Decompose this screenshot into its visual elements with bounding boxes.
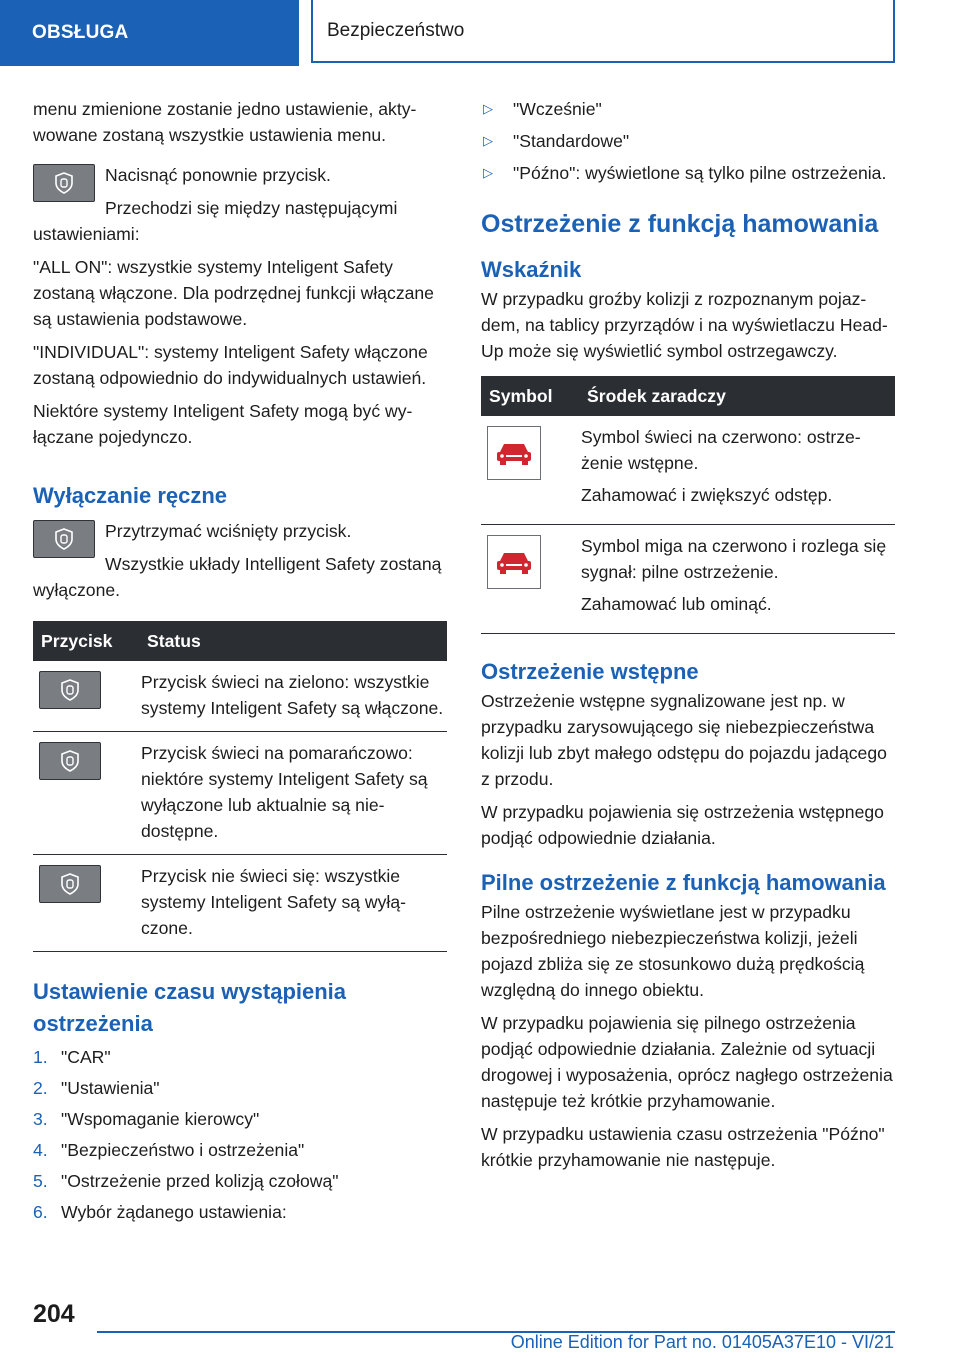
table-header-symbol: Symbol	[481, 376, 579, 416]
switches-text: Przechodzi się między następującymi ustawieniami:	[33, 198, 398, 244]
list-item: 5. "Ostrzeżenie przed kolizją czołową"	[33, 1171, 339, 1191]
button-off-icon	[39, 865, 101, 903]
intelligent-safety-button-icon	[33, 520, 95, 558]
red-symbol-action: Zahamować i zwiększyć odstęp.	[581, 485, 833, 505]
list-item: ▷ "Standardowe"	[481, 128, 895, 154]
list-item: ▷ "Wcześnie"	[481, 96, 895, 122]
table-row	[33, 732, 447, 855]
table-header-status: Status	[139, 621, 447, 661]
table-row	[481, 416, 895, 525]
page-header	[0, 0, 960, 66]
section-tab: OBSŁUGA	[0, 0, 299, 66]
status-orange-text: Przycisk świeci na pomarańczowo: niektóre systemy Inteligent Safety są wyłączone lub aktualnie są niedostępne.	[139, 732, 447, 855]
list-item: ▷ "Późno": wyświetlone są tylko pilne ostrzeżenia.	[481, 160, 895, 186]
edition-text: Online Edition for Part no. 01405A37E10 - VI/21	[510, 1332, 894, 1352]
topic-tab: Bezpieczeństwo	[311, 0, 895, 63]
table-row	[33, 855, 447, 952]
individual-text: "INDIVIDUAL": systemy Inteligent Safety włączone zostaną odpowiednio do indywidualnych ustawień.	[33, 342, 428, 388]
symbol-table	[481, 376, 895, 634]
list-item: 1. "CAR"	[33, 1047, 111, 1067]
list-item: 2. "Ustawienia"	[33, 1078, 160, 1098]
some-systems-text: Niektóre systemy Inteligent Safety mogą być wyłączane pojedynczo.	[33, 401, 413, 447]
table-header-measure: Środek zaradczy	[579, 376, 895, 416]
timing-options-list	[481, 96, 895, 186]
table-row	[33, 661, 447, 732]
indicator-text: W przypadku groźby kolizji z rozpoznanym pojazdem, na tablicy przyrządów i na wyświetlaczu Head-Up może się wyświetlić symbol ostrzegawczy.	[481, 289, 888, 361]
all-off-text: Wszystkie układy Intelligent Safety zostaną wyłączone.	[33, 554, 442, 600]
triangle-bullet-icon: ▷	[483, 133, 493, 148]
blinking-symbol-text: Symbol miga na czerwono i rozlega się sygnał: pilne ostrzeżenie.	[581, 536, 887, 582]
pre-warning-heading: Ostrzeżenie wstępne	[481, 659, 699, 684]
button-status-table	[33, 621, 447, 952]
urgent-warning-text-2: W przypadku pojawienia się pilnego ostrzeżenia podjąć odpowiednie działania. Zależnie od sytuacji drogowej i wyposażenia, oprócz nagłego ostrzeżenia następuje też krótkie przyhamowanie.	[481, 1013, 893, 1111]
right-column	[481, 96, 895, 1180]
paragraph-intro: menu zmienione zostanie jedno ustawienie, aktywowane zostaną wszystkie ustawienia menu.	[33, 99, 417, 145]
left-column	[33, 96, 447, 1230]
urgent-warning-text-1: Pilne ostrzeżenie wyświetlane jest w przypadku bezpośredniego niebezpieczeństwa kolizji, jeżeli pojazd zbliża się ze stosunkowo dużą prędkością względną do innego obiektu.	[481, 902, 865, 1000]
pre-warning-text-1: Ostrzeżenie wstępne sygnalizowane jest np. w przypadku zarysowującego się niebezpieczeństwa kolizji lub zbyt małego odstępu do pojazdu jadącego z przodu.	[481, 691, 887, 789]
hold-row	[33, 518, 447, 603]
pre-warning-text-2: W przypadku pojawienia się ostrzeżenia wstępnego podjąć odpowiednie działania.	[481, 802, 884, 848]
car-collision-warning-icon	[487, 426, 541, 480]
table-header-button: Przycisk	[33, 621, 139, 661]
urgent-warning-heading: Pilne ostrzeżenie z funkcją hamowania	[481, 870, 886, 895]
red-symbol-text: Symbol świeci na czerwono: ostrzeżenie wstępne.	[581, 427, 861, 473]
page-number: 204	[33, 1300, 75, 1328]
intelligent-safety-button-icon	[33, 164, 95, 202]
list-item: 6. Wybór żądanego ustawienia:	[33, 1202, 287, 1222]
car-collision-warning-icon	[487, 535, 541, 589]
triangle-bullet-icon: ▷	[483, 165, 493, 180]
urgent-warning-text-3: W przypadku ustawienia czasu ostrzeżenia "Późno" krótkie przyhamowanie nie następuje.	[481, 1124, 885, 1170]
press-again-text: Nacisnąć ponownie przycisk.	[105, 165, 331, 185]
triangle-bullet-icon: ▷	[483, 101, 493, 116]
warning-timing-heading: Ustawienie czasu wystąpienia ostrzeżenia	[33, 979, 347, 1036]
braking-warning-heading: Ostrzeżenie z funkcją hamowania	[481, 210, 879, 238]
press-again-row	[33, 162, 447, 247]
table-row	[481, 525, 895, 634]
button-orange-icon	[39, 742, 101, 780]
indicator-heading: Wskaźnik	[481, 257, 582, 282]
button-green-icon	[39, 671, 101, 709]
hold-text: Przytrzymać wciśnięty przycisk.	[105, 521, 352, 541]
timing-steps-list	[33, 1044, 447, 1225]
blinking-symbol-action: Zahamować lub ominąć.	[581, 594, 772, 614]
status-off-text: Przycisk nie świeci się: wszystkie systemy Inteligent Safety są wyłączone.	[139, 855, 447, 952]
list-item: 4. "Bezpieczeństwo i ostrzeżenia"	[33, 1140, 305, 1160]
manual-off-heading: Wyłączanie ręczne	[33, 483, 228, 508]
status-green-text: Przycisk świeci na zielono: wszystkie systemy Inteligent Safety są włączone.	[139, 661, 447, 732]
all-on-text: "ALL ON": wszystkie systemy Inteligent Safety zostaną włączone. Dla podrzędnej funkcji włączane są ustawienia podstawowe.	[33, 257, 434, 329]
list-item: 3. "Wspomaganie kierowcy"	[33, 1109, 260, 1129]
